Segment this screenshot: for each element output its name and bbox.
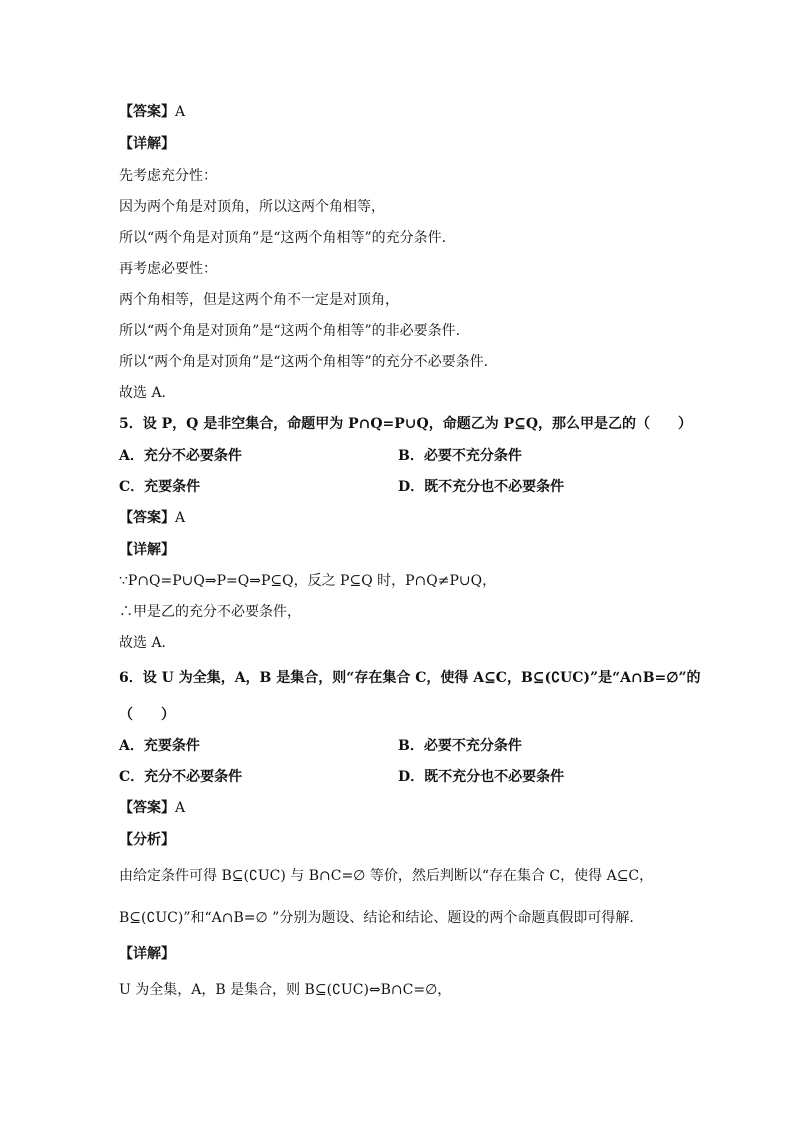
q5-detail-label: 【详解】	[119, 542, 175, 558]
solution-line: 故选 A.	[119, 385, 167, 401]
solution-line: 所以“两个角是对顶角”是“这两个角相等”的充分不必要条件.	[119, 354, 489, 370]
q5-option-d: D．既不充分也不必要条件	[398, 479, 565, 495]
q5-option-c: C．充要条件	[119, 479, 201, 495]
q6-option-a: A．充要条件	[119, 738, 200, 754]
q6-analysis-line: 由给定条件可得 B⊆(∁UC) 与 B∩C=∅ 等价，然后判断以“存在集合 C，使得 A⊆C，	[119, 868, 654, 884]
answer-value: A	[175, 510, 186, 526]
q5-option-b: B．必要不充分条件	[398, 448, 522, 464]
question-6-stem-cont: （ ）	[119, 707, 175, 723]
solution-line: 先考虑充分性：	[119, 168, 217, 184]
q6-detail-label: 【详解】	[119, 946, 175, 962]
q6-analysis-label: 【分析】	[119, 832, 175, 848]
answer-line	[119, 102, 185, 122]
q6-analysis-line: B⊆(∁UC)”和“A∩B=∅ ”分别为题设、结论和结论、题设的两个命题真假即可得解.	[119, 910, 634, 926]
q5-option-a: A．充分不必要条件	[119, 448, 242, 464]
question-6-stem: 6．设 U 为全集，A，B 是集合，则“存在集合 C，使得 A⊆C，B⊆(∁UC)”是“A∩B=∅”的	[119, 670, 701, 686]
q6-answer-line	[119, 798, 185, 818]
question-5-stem: 5．设 P，Q 是非空集合，命题甲为 P∩Q=P∪Q，命题乙为 P⊆Q，那么甲是乙的（ ）	[119, 416, 693, 432]
answer-label: 【答案】	[119, 510, 175, 526]
solution-line: 两个角相等，但是这两个角不一定是对顶角，	[119, 292, 399, 308]
q5-answer-line	[119, 508, 185, 528]
answer-label: 【答案】	[119, 800, 175, 816]
q5-solution-line: ∴甲是乙的充分不必要条件，	[119, 604, 301, 620]
q6-option-c: C．充分不必要条件	[119, 769, 243, 785]
q6-solution-line: U 为全集，A，B 是集合，则 B⊆(∁UC)⇔B∩C=∅，	[119, 982, 452, 998]
q5-solution-line: 故选 A.	[119, 635, 167, 651]
q6-option-d: D．既不充分也不必要条件	[398, 769, 565, 785]
solution-line: 所以“两个角是对顶角”是“这两个角相等”的非必要条件.	[119, 323, 461, 339]
q5-solution-line: ∵P∩Q=P∪Q⇒P=Q⇒P⊆Q，反之 P⊆Q 时，P∩Q≠P∪Q，	[119, 573, 497, 589]
answer-label: 【答案】	[119, 104, 175, 120]
solution-line: 因为两个角是对顶角，所以这两个角相等，	[119, 199, 385, 215]
answer-value: A	[175, 800, 186, 816]
solution-line: 所以“两个角是对顶角”是“这两个角相等”的充分条件.	[119, 230, 447, 246]
q6-option-b: B．必要不充分条件	[398, 738, 522, 754]
solution-line: 再考虑必要性：	[119, 261, 217, 277]
answer-value: A	[175, 104, 186, 120]
detail-label: 【详解】	[119, 136, 175, 152]
